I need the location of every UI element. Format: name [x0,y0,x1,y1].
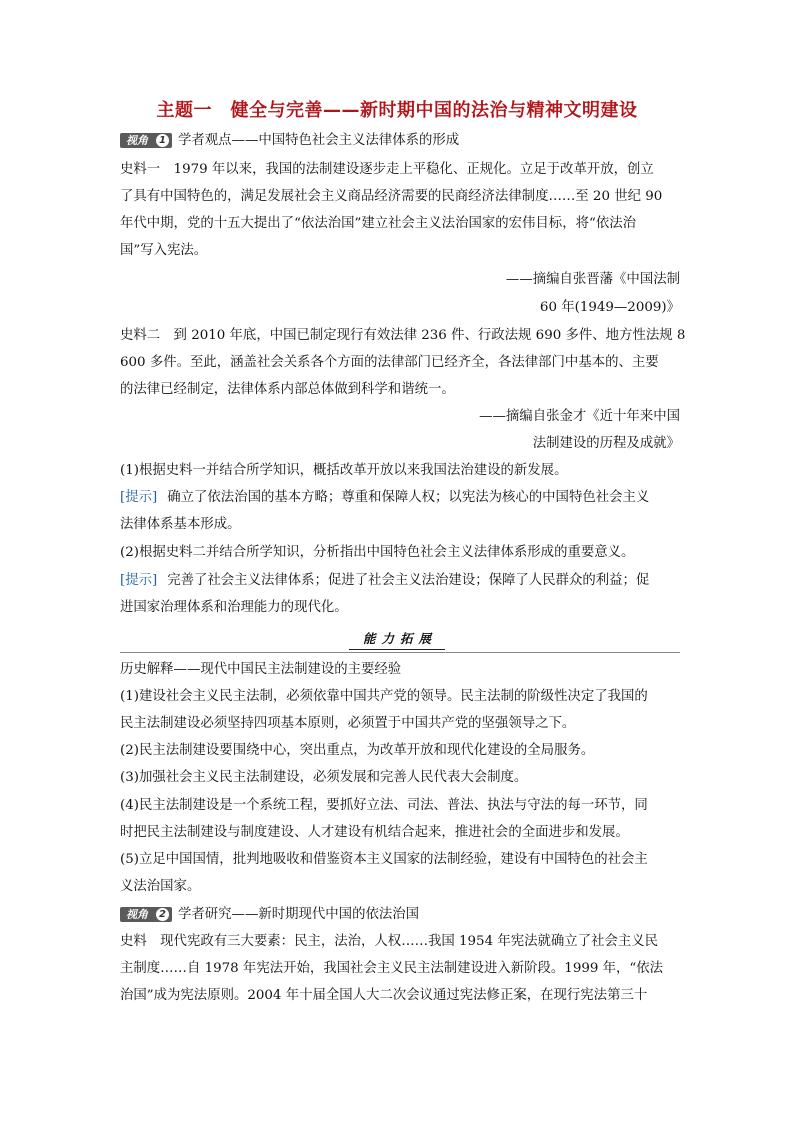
explanation-line: 义法治国家。 [120,879,201,894]
explanation-heading: 历史解释——现代中国民主法制建设的主要经验 [120,662,402,677]
angle-2-badge: 视角 2 [120,907,172,922]
explanation-line: 民主法制建设必须坚持四项基本原则，必须置于中国共产党的坚强领导之下。 [120,716,576,731]
material-1-line: 国”写入宪法。 [120,243,208,258]
material-1-line: 史料一 1979 年以来，我国的法制建设逐步走上平稳化、正规化。立足于改革开放，创立 [120,162,654,177]
material-1-source: 60 年(1949—2009)》 [539,300,680,315]
material-2-source: 法制建设的历程及成就》 [532,436,680,451]
material-2-line: 600 多件。至此，涵盖社会关系各个方面的法律部门已经齐全，各法律部门中基本的、主要 [120,355,659,370]
angle-2-number: 2 [156,908,169,921]
explanation-line: (2)民主法制建设要围绕中心，突出重点，为改革开放和现代化建设的全局服务。 [120,743,595,758]
hint-text: 进国家治理体系和治理能力的现代化。 [120,600,348,615]
question-2: (2)根据史料二并结合所学知识，分析指出中国特色社会主义法律体系形成的重要意义。 [120,545,635,560]
material-1-line: 了具有中国特色的，满足发展社会主义商品经济需要的民商经济法律制度……至 20 世纪 90 [120,189,663,204]
question-1-hint-row [120,488,680,508]
explanation-line: 时把民主法制建设与制度建设、人才建设有机结合起来，推进社会的全面进步和发展。 [120,825,629,840]
hint-label: [提示] [120,490,158,505]
hint-text: 确立了依法治国的基本方略；尊重和保障人权；以宪法为核心的中国特色社会主义 [167,490,650,505]
angle-1-badge: 视角 1 [120,133,172,148]
hint-text: 完善了社会主义法律体系；促进了社会主义法治建设；保障了人民群众的利益；促 [167,573,650,588]
explanation-line: (1)建设社会主义民主法制，必须依靠中国共产党的领导。民主法制的阶级性决定了我国的 [120,689,648,704]
section-divider [120,652,680,653]
explanation-line: (4)民主法制建设是一个系统工程，要抓好立法、司法、普法、执法与守法的每一环节，同 [120,798,648,813]
explanation-line: (5)立足中国国情，批判地吸收和借鉴资本主义国家的法制经验，建设有中国特色的社会主 [120,852,648,867]
hint-label: [提示] [120,573,158,588]
material-3-line: 治国”成为宪法原则。2004 年十届全国人大二次会议通过宪法修正案，在现行宪法第三十 [120,988,648,1003]
hint-text: 法律体系基本形成。 [120,517,241,532]
material-3-line: 主制度……自 1978 年宪法开始，我国社会主义民主法制建设进入新阶段。1999 年，“依法 [120,961,664,976]
document-title: 主题一 健全与完善——新时期中国的法治与精神文明建设 [156,100,638,121]
material-2-line: 的法律已经制定，法律体系内部总体做到科学和谐统一。 [120,382,455,397]
angle-1-heading-row [120,131,680,151]
angle-2-heading: 学者研究——新时期现代中国的依法治国 [178,907,420,922]
material-1-line: 年代中期，党的十五大提出了“依法治国”建立社会主义法治国家的宏伟目标，将“依法治 [120,216,636,231]
material-2-line: 史料二 到 2010 年底，中国已制定现行有效法律 236 件、行政法规 690 多件、地方性法规 8 [120,328,686,343]
material-2-source: ——摘编自张金才《近十年来中国 [479,409,680,424]
question-2-hint-row [120,571,680,591]
section-heading: 能力拓展 [0,628,794,650]
question-1: (1)根据史料一并结合所学知识，概括改革开放以来我国法治建设的新发展。 [120,463,568,478]
explanation-line: (3)加强社会主义民主法制建设，必须发展和完善人民代表大会制度。 [120,770,528,785]
material-3-line: 史料 现代宪政有三大要素：民主，法治，人权……我国 1954 年宪法就确立了社会主义民 [120,934,659,949]
angle-1-number: 1 [156,134,169,147]
angle-2-heading-row [120,905,680,925]
angle-1-heading: 学者观点——中国特色社会主义法律体系的形成 [178,133,460,148]
material-1-source: ——摘编自张晋藩《中国法制 [505,272,680,287]
